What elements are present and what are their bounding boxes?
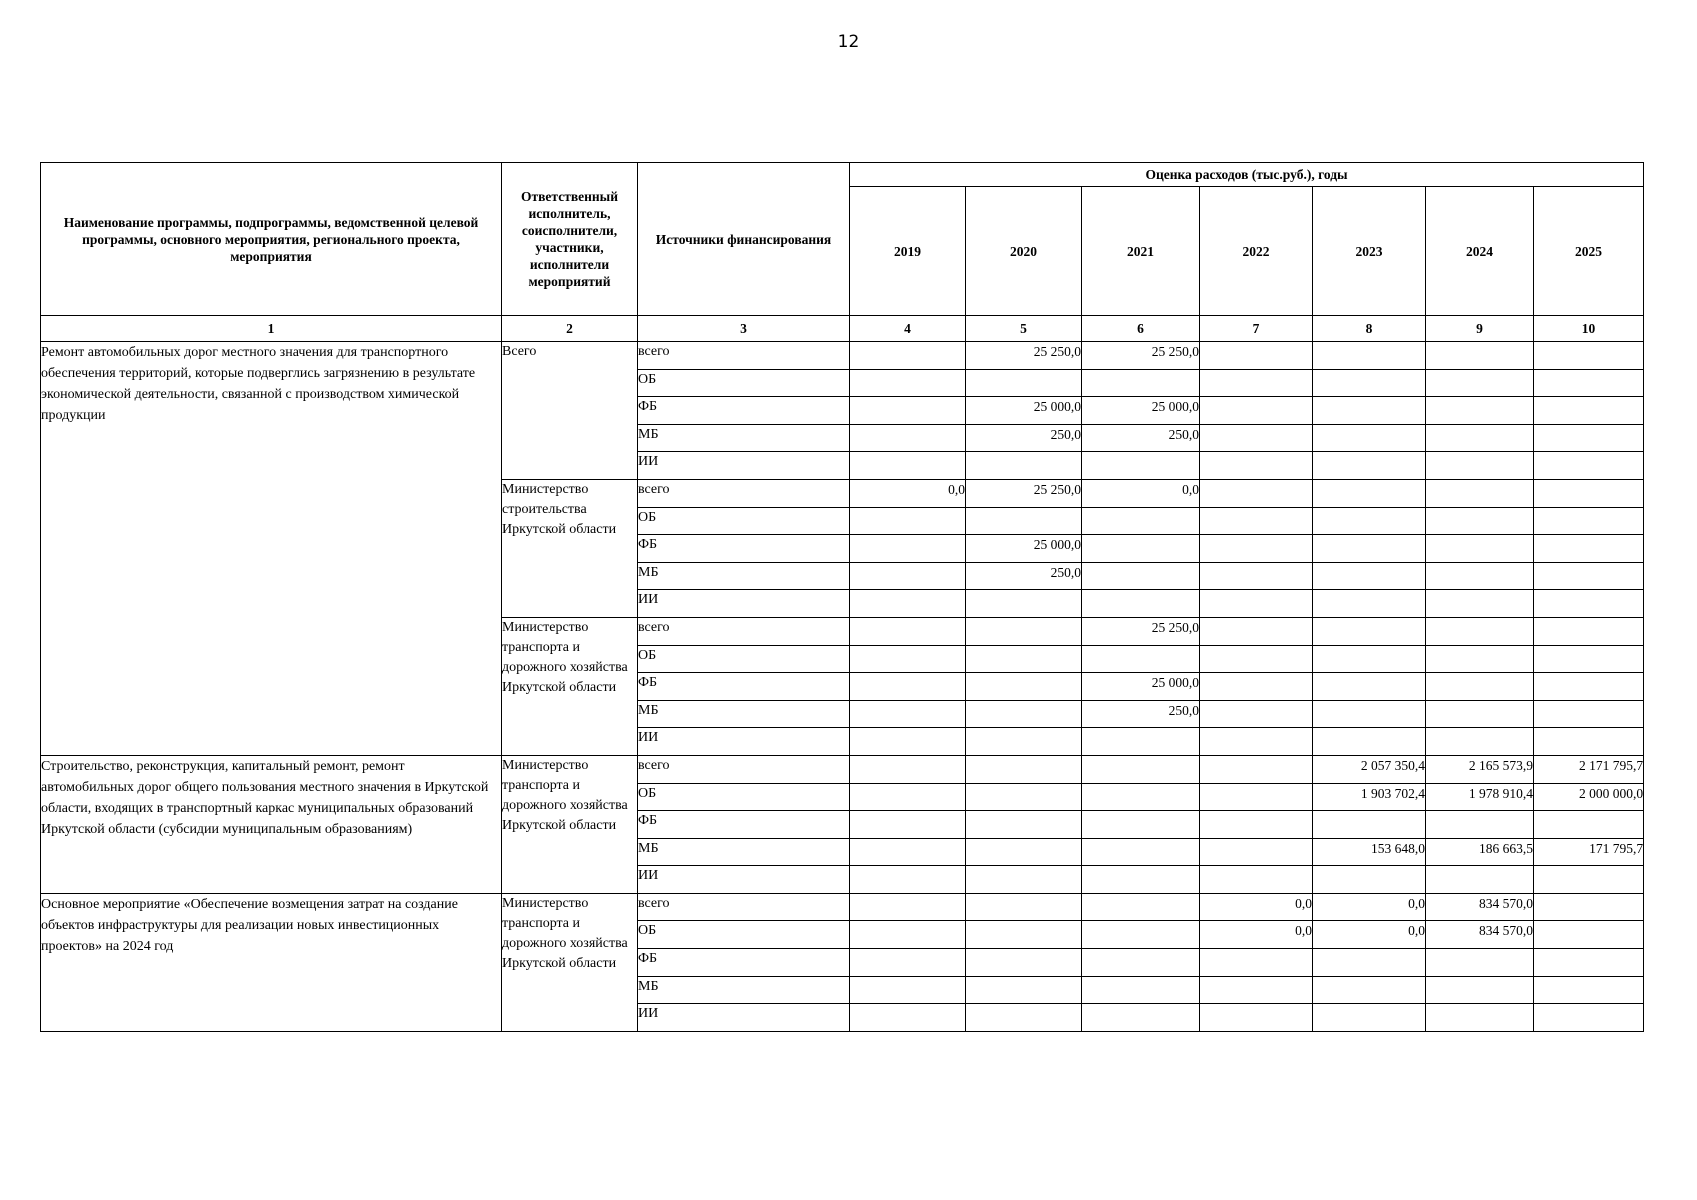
value-cell-2025 bbox=[1534, 700, 1644, 728]
value-cell-2023 bbox=[1313, 976, 1426, 1004]
value-cell-2025 bbox=[1534, 397, 1644, 425]
value-cell-2019 bbox=[850, 1004, 966, 1032]
executor-cell: Всего bbox=[502, 342, 638, 480]
table-row bbox=[41, 755, 1644, 783]
value-cell-2022: 0,0 bbox=[1200, 921, 1313, 949]
value-cell-2023 bbox=[1313, 452, 1426, 480]
value-cell-2022 bbox=[1200, 976, 1313, 1004]
funding-source-cell: всего bbox=[638, 755, 850, 783]
header-funding-sources: Источники финансирования bbox=[638, 163, 850, 316]
value-cell-2025 bbox=[1534, 893, 1644, 921]
funding-source-cell: ОБ bbox=[638, 783, 850, 811]
value-cell-2025: 2 000 000,0 bbox=[1534, 783, 1644, 811]
value-cell-2022 bbox=[1200, 369, 1313, 397]
value-cell-2025 bbox=[1534, 535, 1644, 563]
value-cell-2024 bbox=[1426, 617, 1534, 645]
value-cell-2020 bbox=[966, 811, 1082, 839]
value-cell-2024 bbox=[1426, 673, 1534, 701]
value-cell-2022 bbox=[1200, 755, 1313, 783]
funding-source-cell: ОБ bbox=[638, 507, 850, 535]
value-cell-2019 bbox=[850, 369, 966, 397]
value-cell-2021 bbox=[1082, 755, 1200, 783]
value-cell-2020: 250,0 bbox=[966, 424, 1082, 452]
column-numbers-row bbox=[41, 316, 1644, 342]
column-number-1: 1 bbox=[41, 316, 502, 342]
value-cell-2024 bbox=[1426, 590, 1534, 618]
value-cell-2019 bbox=[850, 811, 966, 839]
value-cell-2023 bbox=[1313, 728, 1426, 756]
funding-source-cell: МБ bbox=[638, 700, 850, 728]
funding-source-cell: всего bbox=[638, 893, 850, 921]
value-cell-2021 bbox=[1082, 1004, 1200, 1032]
value-cell-2021 bbox=[1082, 783, 1200, 811]
executor-cell: Министерство строительства Иркутской области bbox=[502, 479, 638, 617]
value-cell-2022 bbox=[1200, 452, 1313, 480]
value-cell-2023 bbox=[1313, 811, 1426, 839]
value-cell-2020 bbox=[966, 369, 1082, 397]
value-cell-2023 bbox=[1313, 590, 1426, 618]
value-cell-2025 bbox=[1534, 921, 1644, 949]
column-number-4: 4 bbox=[850, 316, 966, 342]
page-number: 12 bbox=[837, 32, 860, 52]
value-cell-2020 bbox=[966, 866, 1082, 894]
value-cell-2020: 25 250,0 bbox=[966, 479, 1082, 507]
value-cell-2022: 0,0 bbox=[1200, 893, 1313, 921]
value-cell-2020 bbox=[966, 949, 1082, 977]
funding-source-cell: ИИ bbox=[638, 452, 850, 480]
funding-source-cell: МБ bbox=[638, 976, 850, 1004]
header-year-2021: 2021 bbox=[1082, 187, 1200, 316]
value-cell-2020 bbox=[966, 507, 1082, 535]
value-cell-2024 bbox=[1426, 1004, 1534, 1032]
value-cell-2019 bbox=[850, 590, 966, 618]
value-cell-2025 bbox=[1534, 369, 1644, 397]
value-cell-2024 bbox=[1426, 949, 1534, 977]
value-cell-2024: 2 165 573,9 bbox=[1426, 755, 1534, 783]
value-cell-2022 bbox=[1200, 342, 1313, 370]
value-cell-2021 bbox=[1082, 838, 1200, 866]
value-cell-2021 bbox=[1082, 811, 1200, 839]
value-cell-2019 bbox=[850, 535, 966, 563]
budget-table bbox=[40, 162, 1644, 1032]
value-cell-2024 bbox=[1426, 976, 1534, 1004]
value-cell-2021: 0,0 bbox=[1082, 479, 1200, 507]
value-cell-2025 bbox=[1534, 673, 1644, 701]
value-cell-2021: 250,0 bbox=[1082, 424, 1200, 452]
value-cell-2019 bbox=[850, 976, 966, 1004]
value-cell-2023 bbox=[1313, 397, 1426, 425]
value-cell-2022 bbox=[1200, 700, 1313, 728]
header-year-2022: 2022 bbox=[1200, 187, 1313, 316]
funding-source-cell: МБ bbox=[638, 562, 850, 590]
value-cell-2025 bbox=[1534, 479, 1644, 507]
value-cell-2024: 186 663,5 bbox=[1426, 838, 1534, 866]
value-cell-2022 bbox=[1200, 645, 1313, 673]
header-executor: Ответственный исполнитель, соисполнители, участники, исполнители мероприятий bbox=[502, 163, 638, 316]
value-cell-2022 bbox=[1200, 1004, 1313, 1032]
program-name-cell: Строительство, реконструкция, капитальный ремонт, ремонт автомобильных дорог общего пользования местного значения в Иркутской области, входящих в транспортный каркас муниципальных образований Иркутской области (субсидии муниципальным образованиям) bbox=[41, 755, 502, 893]
header-year-2019: 2019 bbox=[850, 187, 966, 316]
value-cell-2023 bbox=[1313, 645, 1426, 673]
value-cell-2020: 25 000,0 bbox=[966, 397, 1082, 425]
program-name-cell: Основное мероприятие «Обеспечение возмещения затрат на создание объектов инфраструктуры для реализации новых инвестиционных проектов» на 2024 год bbox=[41, 893, 502, 1031]
value-cell-2019 bbox=[850, 755, 966, 783]
value-cell-2023: 153 648,0 bbox=[1313, 838, 1426, 866]
value-cell-2019 bbox=[850, 893, 966, 921]
value-cell-2023 bbox=[1313, 866, 1426, 894]
funding-source-cell: всего bbox=[638, 342, 850, 370]
value-cell-2023: 0,0 bbox=[1313, 893, 1426, 921]
value-cell-2021 bbox=[1082, 562, 1200, 590]
value-cell-2020 bbox=[966, 673, 1082, 701]
value-cell-2022 bbox=[1200, 949, 1313, 977]
value-cell-2019 bbox=[850, 921, 966, 949]
value-cell-2019 bbox=[850, 452, 966, 480]
value-cell-2020: 25 250,0 bbox=[966, 342, 1082, 370]
value-cell-2019 bbox=[850, 783, 966, 811]
value-cell-2019 bbox=[850, 949, 966, 977]
value-cell-2020 bbox=[966, 838, 1082, 866]
funding-source-cell: МБ bbox=[638, 424, 850, 452]
value-cell-2023: 1 903 702,4 bbox=[1313, 783, 1426, 811]
header-year-2024: 2024 bbox=[1426, 187, 1534, 316]
funding-source-cell: ФБ bbox=[638, 397, 850, 425]
value-cell-2019 bbox=[850, 617, 966, 645]
value-cell-2020: 250,0 bbox=[966, 562, 1082, 590]
value-cell-2022 bbox=[1200, 397, 1313, 425]
value-cell-2023 bbox=[1313, 479, 1426, 507]
value-cell-2022 bbox=[1200, 535, 1313, 563]
value-cell-2024 bbox=[1426, 424, 1534, 452]
value-cell-2019 bbox=[850, 728, 966, 756]
value-cell-2023 bbox=[1313, 700, 1426, 728]
value-cell-2025 bbox=[1534, 811, 1644, 839]
column-number-9: 9 bbox=[1426, 316, 1534, 342]
value-cell-2019 bbox=[850, 424, 966, 452]
value-cell-2021 bbox=[1082, 949, 1200, 977]
funding-source-cell: ОБ bbox=[638, 369, 850, 397]
value-cell-2025 bbox=[1534, 1004, 1644, 1032]
value-cell-2023: 0,0 bbox=[1313, 921, 1426, 949]
value-cell-2021: 25 000,0 bbox=[1082, 673, 1200, 701]
funding-source-cell: ИИ bbox=[638, 590, 850, 618]
value-cell-2020 bbox=[966, 1004, 1082, 1032]
executor-cell: Министерство транспорта и дорожного хозяйства Иркутской области bbox=[502, 755, 638, 893]
value-cell-2023 bbox=[1313, 673, 1426, 701]
value-cell-2019 bbox=[850, 507, 966, 535]
value-cell-2024 bbox=[1426, 535, 1534, 563]
value-cell-2025 bbox=[1534, 866, 1644, 894]
value-cell-2024: 1 978 910,4 bbox=[1426, 783, 1534, 811]
funding-source-cell: ИИ bbox=[638, 866, 850, 894]
value-cell-2023 bbox=[1313, 1004, 1426, 1032]
column-number-5: 5 bbox=[966, 316, 1082, 342]
value-cell-2024: 834 570,0 bbox=[1426, 893, 1534, 921]
value-cell-2023 bbox=[1313, 949, 1426, 977]
value-cell-2022 bbox=[1200, 838, 1313, 866]
funding-source-cell: всего bbox=[638, 617, 850, 645]
value-cell-2020 bbox=[966, 976, 1082, 1004]
value-cell-2022 bbox=[1200, 866, 1313, 894]
value-cell-2020 bbox=[966, 617, 1082, 645]
value-cell-2023: 2 057 350,4 bbox=[1313, 755, 1426, 783]
value-cell-2022 bbox=[1200, 673, 1313, 701]
value-cell-2020: 25 000,0 bbox=[966, 535, 1082, 563]
funding-source-cell: ОБ bbox=[638, 645, 850, 673]
value-cell-2025 bbox=[1534, 562, 1644, 590]
value-cell-2025: 171 795,7 bbox=[1534, 838, 1644, 866]
value-cell-2022 bbox=[1200, 811, 1313, 839]
value-cell-2020 bbox=[966, 728, 1082, 756]
value-cell-2024 bbox=[1426, 369, 1534, 397]
value-cell-2021 bbox=[1082, 452, 1200, 480]
executor-cell: Министерство транспорта и дорожного хозяйства Иркутской области bbox=[502, 617, 638, 755]
value-cell-2024 bbox=[1426, 700, 1534, 728]
header-program-name: Наименование программы, подпрограммы, ведомственной целевой программы, основного мероприятия, регионального проекта, мероприятия bbox=[41, 163, 502, 316]
value-cell-2021 bbox=[1082, 645, 1200, 673]
value-cell-2022 bbox=[1200, 507, 1313, 535]
column-number-7: 7 bbox=[1200, 316, 1313, 342]
value-cell-2020 bbox=[966, 783, 1082, 811]
column-number-10: 10 bbox=[1534, 316, 1644, 342]
value-cell-2025 bbox=[1534, 507, 1644, 535]
value-cell-2022 bbox=[1200, 590, 1313, 618]
value-cell-2025 bbox=[1534, 645, 1644, 673]
value-cell-2022 bbox=[1200, 424, 1313, 452]
value-cell-2024 bbox=[1426, 479, 1534, 507]
value-cell-2025 bbox=[1534, 976, 1644, 1004]
value-cell-2021: 25 250,0 bbox=[1082, 342, 1200, 370]
funding-source-cell: ОБ bbox=[638, 921, 850, 949]
value-cell-2021 bbox=[1082, 921, 1200, 949]
value-cell-2020 bbox=[966, 700, 1082, 728]
value-cell-2020 bbox=[966, 452, 1082, 480]
value-cell-2024 bbox=[1426, 452, 1534, 480]
value-cell-2019 bbox=[850, 673, 966, 701]
value-cell-2021: 25 250,0 bbox=[1082, 617, 1200, 645]
value-cell-2024 bbox=[1426, 397, 1534, 425]
column-number-2: 2 bbox=[502, 316, 638, 342]
value-cell-2020 bbox=[966, 590, 1082, 618]
value-cell-2020 bbox=[966, 755, 1082, 783]
value-cell-2019 bbox=[850, 342, 966, 370]
value-cell-2024 bbox=[1426, 645, 1534, 673]
value-cell-2020 bbox=[966, 921, 1082, 949]
table-header bbox=[41, 163, 1644, 342]
funding-source-cell: ИИ bbox=[638, 1004, 850, 1032]
header-cost-estimate: Оценка расходов (тыс.руб.), годы bbox=[850, 163, 1644, 187]
value-cell-2020 bbox=[966, 645, 1082, 673]
value-cell-2025: 2 171 795,7 bbox=[1534, 755, 1644, 783]
value-cell-2019: 0,0 bbox=[850, 479, 966, 507]
value-cell-2021 bbox=[1082, 976, 1200, 1004]
value-cell-2023 bbox=[1313, 424, 1426, 452]
value-cell-2021 bbox=[1082, 535, 1200, 563]
value-cell-2023 bbox=[1313, 342, 1426, 370]
value-cell-2021 bbox=[1082, 590, 1200, 618]
funding-source-cell: всего bbox=[638, 479, 850, 507]
value-cell-2022 bbox=[1200, 562, 1313, 590]
value-cell-2025 bbox=[1534, 590, 1644, 618]
value-cell-2019 bbox=[850, 397, 966, 425]
header-year-2020: 2020 bbox=[966, 187, 1082, 316]
value-cell-2022 bbox=[1200, 479, 1313, 507]
value-cell-2021 bbox=[1082, 728, 1200, 756]
value-cell-2024 bbox=[1426, 562, 1534, 590]
value-cell-2024 bbox=[1426, 866, 1534, 894]
value-cell-2021 bbox=[1082, 866, 1200, 894]
value-cell-2019 bbox=[850, 866, 966, 894]
program-name-cell: Ремонт автомобильных дорог местного значения для транспортного обеспечения территорий, которые подверглись загрязнению в результате экономической деятельности, связанной с производством химической продукции bbox=[41, 342, 502, 756]
funding-source-cell: ФБ bbox=[638, 673, 850, 701]
value-cell-2025 bbox=[1534, 342, 1644, 370]
executor-cell: Министерство транспорта и дорожного хозяйства Иркутской области bbox=[502, 893, 638, 1031]
value-cell-2020 bbox=[966, 893, 1082, 921]
value-cell-2025 bbox=[1534, 452, 1644, 480]
column-number-8: 8 bbox=[1313, 316, 1426, 342]
value-cell-2019 bbox=[850, 700, 966, 728]
header-year-2023: 2023 bbox=[1313, 187, 1426, 316]
value-cell-2025 bbox=[1534, 949, 1644, 977]
value-cell-2023 bbox=[1313, 507, 1426, 535]
value-cell-2025 bbox=[1534, 424, 1644, 452]
value-cell-2019 bbox=[850, 562, 966, 590]
value-cell-2022 bbox=[1200, 617, 1313, 645]
value-cell-2023 bbox=[1313, 562, 1426, 590]
funding-source-cell: МБ bbox=[638, 838, 850, 866]
column-number-3: 3 bbox=[638, 316, 850, 342]
value-cell-2021 bbox=[1082, 507, 1200, 535]
value-cell-2023 bbox=[1313, 369, 1426, 397]
funding-source-cell: ФБ bbox=[638, 949, 850, 977]
value-cell-2025 bbox=[1534, 617, 1644, 645]
value-cell-2021 bbox=[1082, 893, 1200, 921]
value-cell-2024 bbox=[1426, 811, 1534, 839]
value-cell-2023 bbox=[1313, 535, 1426, 563]
value-cell-2021: 250,0 bbox=[1082, 700, 1200, 728]
table-body bbox=[41, 342, 1644, 1032]
table-row bbox=[41, 342, 1644, 370]
value-cell-2023 bbox=[1313, 617, 1426, 645]
value-cell-2021: 25 000,0 bbox=[1082, 397, 1200, 425]
value-cell-2024: 834 570,0 bbox=[1426, 921, 1534, 949]
value-cell-2019 bbox=[850, 838, 966, 866]
value-cell-2022 bbox=[1200, 783, 1313, 811]
funding-source-cell: ФБ bbox=[638, 811, 850, 839]
value-cell-2022 bbox=[1200, 728, 1313, 756]
funding-source-cell: ИИ bbox=[638, 728, 850, 756]
value-cell-2024 bbox=[1426, 342, 1534, 370]
table-row bbox=[41, 893, 1644, 921]
funding-source-cell: ФБ bbox=[638, 535, 850, 563]
column-number-6: 6 bbox=[1082, 316, 1200, 342]
header-year-2025: 2025 bbox=[1534, 187, 1644, 316]
value-cell-2019 bbox=[850, 645, 966, 673]
value-cell-2024 bbox=[1426, 728, 1534, 756]
value-cell-2025 bbox=[1534, 728, 1644, 756]
value-cell-2021 bbox=[1082, 369, 1200, 397]
value-cell-2024 bbox=[1426, 507, 1534, 535]
